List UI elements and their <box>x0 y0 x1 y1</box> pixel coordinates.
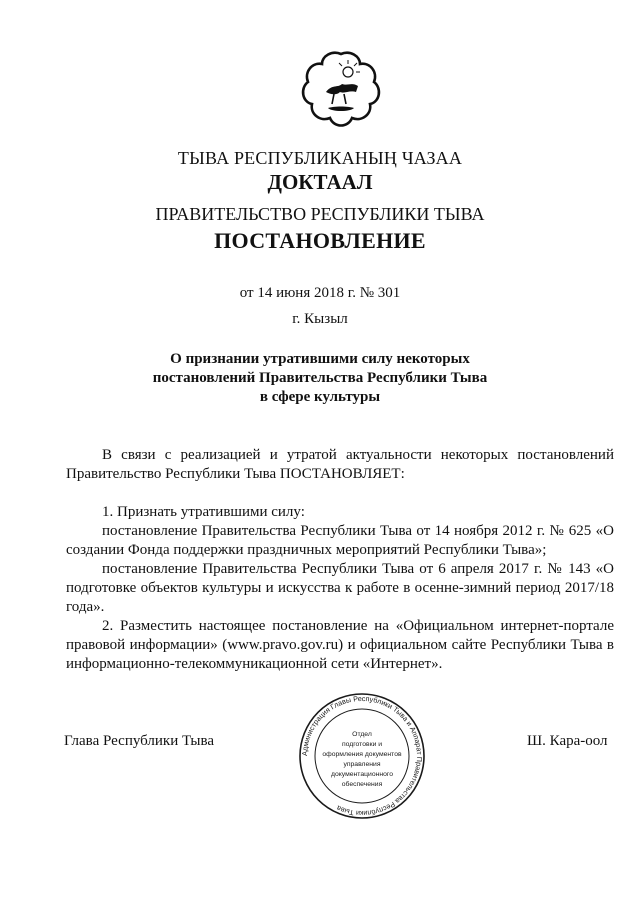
item-1-heading: 1. Признать утратившими силу: <box>102 504 305 520</box>
title-line-3: в сфере культуры <box>259 389 381 405</box>
document-title <box>0 350 640 407</box>
document-type-heading: ПОСТАНОВЛЕНИЕ <box>214 228 426 253</box>
header-doktaal: ДОКТААЛ <box>267 170 373 194</box>
document-body <box>66 446 614 674</box>
title-line-1: О признании утратившими силу некоторых <box>170 351 470 367</box>
date-number: от 14 июня 2018 г. № 301 <box>239 285 401 301</box>
stamp-inner-line-1: Отдел <box>352 731 372 738</box>
header-pravitelstvo-line: ПРАВИТЕЛЬСТВО РЕСПУБЛИКИ ТЫВА <box>155 204 485 224</box>
title-line-2: постановлений Правительства Республики Тыва <box>152 370 488 386</box>
stamp-inner-line-2: подготовки и <box>341 741 383 748</box>
item-2-paragraph: 2. Разместить настоящее постановление на «Официальном интернет-портале правовой информации» (www.pravo.gov.ru) и официальном сайте Республики Тыва в информационно-телекоммуникационной сети «Интернет». <box>66 618 614 672</box>
item-1-resolution-b: постановление Правительства Республики Тыва от 6 апреля 2017 г. № 143 «О подготовке объектов культуры и искусства к работе в осенне-зимний период 2017/18 года». <box>66 561 614 615</box>
intro-paragraph: В связи с реализацией и утратой актуальности некоторых постановлений Правительство Республики Тыва ПОСТАНОВЛЯЕТ: <box>66 447 614 482</box>
stamp-inner-line-5: документационного <box>330 771 394 778</box>
city: г. Кызыл <box>292 311 348 327</box>
official-stamp <box>296 692 428 820</box>
stamp-inner-line-3: оформления документов <box>322 751 402 758</box>
signatory-name: Ш. Кара-оол <box>527 733 608 749</box>
stamp-inner-line-4: управления <box>343 761 381 768</box>
stamp-inner-line-6: обеспечения <box>341 781 383 788</box>
item-1-resolution-a: постановление Правительства Республики Тыва от 14 ноября 2012 г. № 625 «О создании Фонда поддержки праздничных мероприятий Республики Тыва»; <box>66 523 614 558</box>
stamp-ring-text: Администрация Главы Республики Тыва и Аппарат Правительства Республики Тыва <box>299 693 425 819</box>
header-tyva-line: ТЫВА РЕСПУБЛИКАНЫҢ ЧАЗАА <box>177 148 463 168</box>
tyva-emblem-icon <box>298 48 384 134</box>
signatory-position: Глава Республики Тыва <box>64 733 215 749</box>
